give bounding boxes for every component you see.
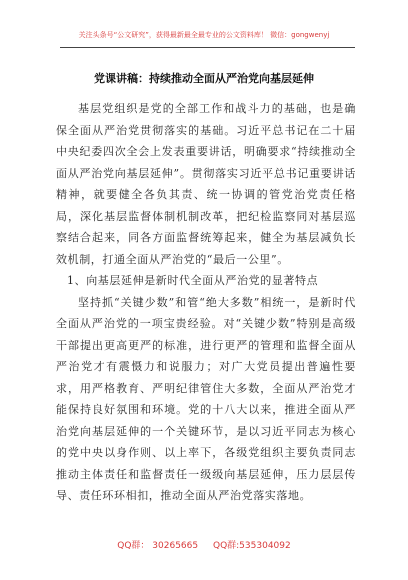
footer xyxy=(0,538,408,551)
document-title: 党课讲稿：持续推动全面从严治党向基层延伸 xyxy=(94,72,314,85)
paragraph-intro: 基层党组织是党的全部工作和战斗力的基础，也是确保全面从严治党贯彻落实的基础。习近平总书记在二十届中央纪委四次全会上发表重要讲话，明确要求“持续推动全面从严治党向基层延伸”。贯彻落实习近平总书记重要讲话精神，就要健全各负其责、统一协调的管党治党责任格局，深化基层监督体制机制改革，把纪检监察同对基层巡察结合起来，同各方面监督统筹起来，健全为基层减负长效机制，打通全面从严治党的“最后一公里”。 xyxy=(56,102,356,266)
header-divider xyxy=(60,47,355,48)
document-body xyxy=(56,98,356,507)
paragraph-section-1: 坚持抓“关键少数”和管“绝大多数”相统一，是新时代全面从严治党的一项宝贵经验。对“关键少数”特别是高级干部提出更高更严的标准，进行更严的管理和监督全面从严治党才有震慑力和说服力；对广大党员提出普遍性要求，用严格教育、严明纪律管住大多数，全面从严治党才能保持良好氛围和环境。党的十八大以来，推进全面从严治党向基层延伸的一个关键环节，是以习近平同志为核心的党中央以身作则、以上率下，各级党组织主要负责同志推动主体责任和监督责任一级级向基层延伸，压力层层传导、责任环环相扣，推动全面从严治党落实落地。 xyxy=(56,295,356,502)
footer-qq-group-2: QQ群:535304092 xyxy=(212,541,291,551)
section-heading-1: 1、向基层延伸是新时代全面从严治党的显著特点 xyxy=(67,274,319,287)
header-banner: 关注头条号“公文研究”，获得最新最全最专业的公文资料库！ 微信：gongwenyj xyxy=(78,31,330,39)
footer-qq-group-1: QQ群： 30265665 xyxy=(117,541,199,551)
